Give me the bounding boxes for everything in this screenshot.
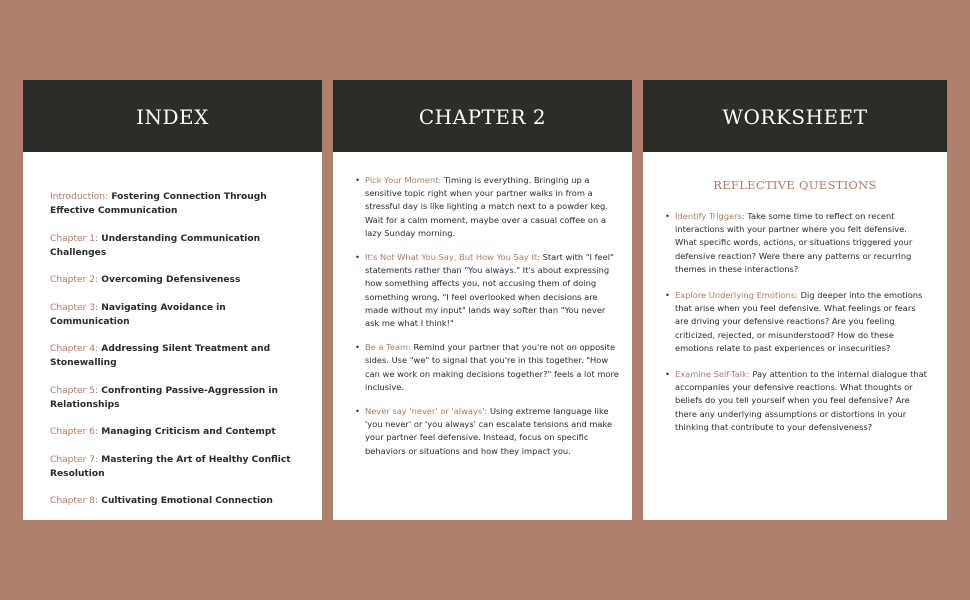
chapter-bullet-item	[355, 251, 620, 330]
index-item-introduction	[50, 190, 308, 218]
index-item-chapter-2	[50, 273, 308, 287]
index-list	[23, 152, 322, 508]
index-item-prefix: Chapter 7:	[50, 454, 99, 465]
index-header: INDEX	[23, 80, 322, 152]
chapter-bullet-item	[355, 341, 620, 394]
index-item-title: Confronting Passive-Aggression in Relationships	[50, 385, 278, 410]
worksheet-bullet-item	[665, 210, 931, 276]
bullet-text: Dig deeper into the emotions that arise when you feel defensive. What feelings or fears are driving your defensive reactions? Are you feeling criticized, rejected, or misunderstood? How do these emotions relate to past experiences or insecurities?	[675, 290, 923, 353]
index-item-prefix: Chapter 4:	[50, 344, 99, 354]
worksheet-bullet-item	[665, 368, 931, 434]
chapter-card	[333, 80, 632, 520]
chapter-bullet-item	[355, 174, 620, 240]
index-item-title: Overcoming Defensiveness	[101, 275, 241, 285]
bullet-text: Pay attention to the internal dialogue that accompanies your defensive reactions. What thoughts or beliefs do you tell yourself when you feel defensive? Are there any underlying assumptions or distortions in your thinking that contribute to your defensiveness?	[675, 369, 927, 432]
index-item-chapter-5	[50, 384, 308, 412]
index-item-prefix: Chapter 6:	[50, 427, 99, 437]
index-item-title: Fostering Connection Through Effective Communication	[50, 192, 267, 216]
bullet-text: Take some time to reflect on recent interactions with your partner where you felt defensive. What specific words, actions, or situations triggered your defensive reaction? Were there any patterns or recurring themes in these interactions?	[675, 211, 913, 274]
chapter-bullet-list	[333, 152, 632, 458]
chapter-bullet-item	[355, 405, 620, 458]
index-item-chapter-1	[50, 232, 308, 260]
worksheet-header: WORKSHEET	[643, 80, 947, 152]
bullet-text: Using extreme language like 'you never' or 'you always' can escalate tensions and make your partner feel defensive. Instead, focus on specific behaviors or situations and how they impact you.	[365, 406, 613, 456]
bullet-lead: Examine Self-Talk:	[675, 369, 750, 380]
bullet-text: Remind your partner that you're not on opposite sides. Use "we" to signal that you're in this together. "How can we work on making decisions together?" feels a lot more inclusive.	[365, 342, 619, 392]
index-item-chapter-8	[50, 494, 308, 508]
index-item-title: Understanding Communication Challenges	[50, 233, 261, 258]
bullet-lead: It's Not What You Say, But How You Say It:	[365, 252, 540, 263]
worksheet-bullet-item	[665, 289, 931, 355]
bullet-lead: Explore Underlying Emotions:	[675, 290, 798, 301]
index-item-chapter-3	[50, 301, 308, 329]
index-item-prefix: Chapter 2:	[50, 275, 99, 285]
worksheet-subheading: REFLECTIVE QUESTIONS	[713, 178, 877, 192]
index-item-title: Managing Criticism and Contempt	[101, 427, 276, 437]
index-item-prefix: Chapter 3:	[50, 302, 99, 313]
bullet-lead: Identify Triggers:	[675, 211, 745, 221]
bullet-lead: Pick Your Moment:	[365, 175, 442, 185]
worksheet-card	[643, 80, 947, 520]
index-item-prefix: Introduction:	[50, 192, 109, 202]
bullet-text: Timing is everything. Bringing up a sensitive topic right when your partner walks in from a stressful day is like lighting a match next to a powder keg. Wait for a calm moment, maybe over a casual coffee on a lazy Sunday morning.	[365, 175, 608, 238]
index-item-title: Navigating Avoidance in Communication	[50, 302, 226, 327]
index-item-title: Mastering the Art of Healthy Conflict Resolution	[50, 454, 291, 479]
index-item-chapter-6	[50, 425, 308, 439]
index-card	[23, 80, 322, 520]
bullet-lead: Never say 'never' or 'always':	[365, 406, 488, 417]
bullet-text: Start with "I feel" statements rather than "You always." It's about expressing how something affects you, not accusing them of doing something wrong. "I feel overlooked when decisions are made without my input" lands way softer than "You never ask me what I think!"	[365, 252, 614, 329]
index-item-title: Cultivating Emotional Connection	[101, 496, 273, 506]
bullet-lead: Be a Team:	[365, 342, 411, 353]
index-item-chapter-7	[50, 453, 308, 481]
index-item-prefix: Chapter 8:	[50, 496, 99, 506]
index-item-prefix: Chapter 5:	[50, 385, 99, 396]
worksheet-bullet-list	[643, 192, 947, 434]
index-item-prefix: Chapter 1:	[50, 233, 99, 244]
index-item-title: Addressing Silent Treatment and Stonewalling	[50, 344, 271, 368]
index-item-chapter-4	[50, 342, 308, 370]
chapter-header: CHAPTER 2	[333, 80, 632, 152]
